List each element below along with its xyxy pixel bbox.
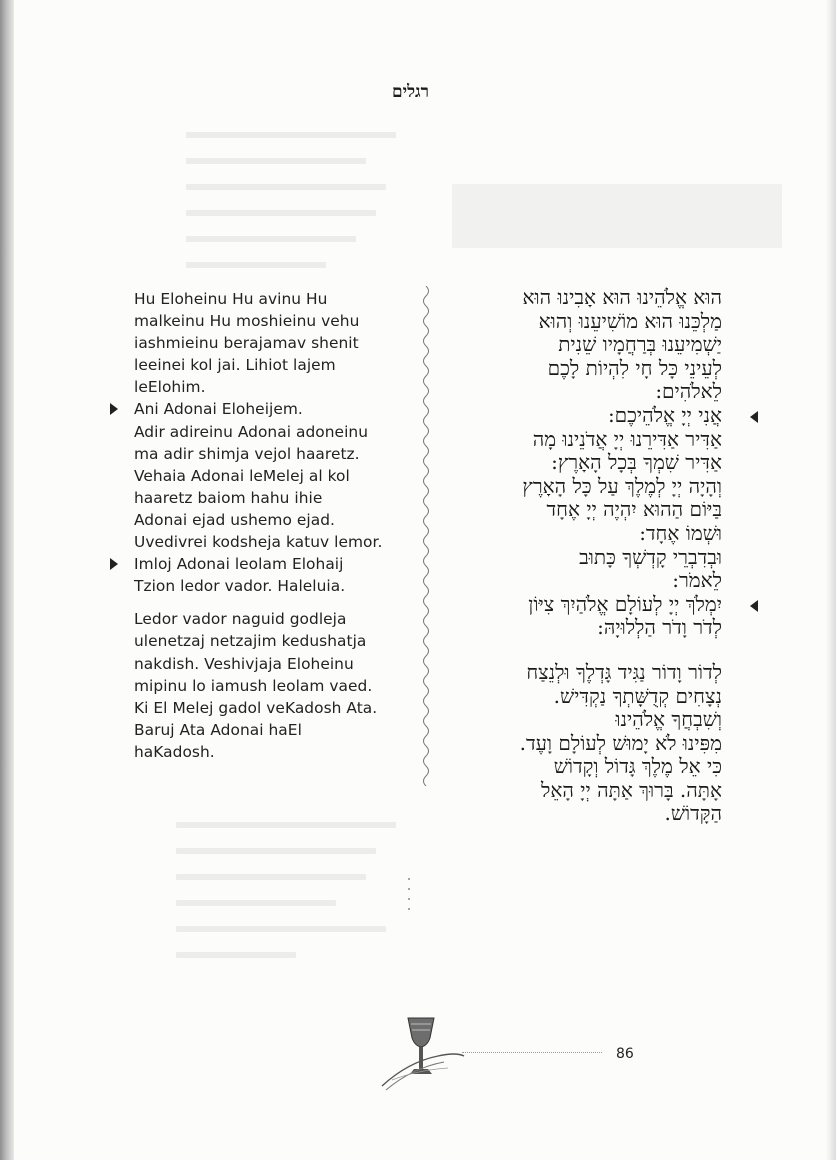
- transliteration-paragraph: [134, 288, 396, 597]
- page-number: 86: [616, 1046, 634, 1062]
- transliteration-line: ulenetzaj netzajim kedushatja: [134, 632, 367, 651]
- transliteration-line: Imloj Adonai leolam Elohaij: [134, 553, 396, 575]
- transliteration-line: Baruj Ata Adonai haEl: [134, 720, 302, 739]
- transliteration-line: Ki El Melej gadol veKadosh Ata.: [134, 698, 378, 717]
- transliteration-line: Hu Eloheinu Hu avinu Hu: [134, 290, 328, 308]
- transliteration-line: Uvedivrei kodsheja katuv lemor.: [134, 533, 383, 552]
- hebrew-line: לְדֹר וָדֹר הַלְלוּיָהּ:: [597, 615, 722, 640]
- transliteration-line: Adonai ejad ushemo ejad.: [134, 510, 335, 529]
- hebrew-paragraph: [450, 661, 722, 826]
- hebrew-line: הַקָּדוֹשׁ.: [664, 801, 722, 826]
- hebrew-line: הוּא אֱלֹהֵינוּ הוּא אָבִינוּ הוּא: [522, 285, 722, 309]
- transliteration-line: leeinei kol jai. Lihiot lajem: [134, 356, 336, 375]
- hebrew-line: לְדוֹר וָדוֹר נַגִּיד גָּדְלֶךָ וּלְנֵצַח: [526, 659, 722, 684]
- scan-right-edge: [826, 0, 836, 1160]
- transliteration-column: [134, 288, 396, 763]
- hebrew-line: מַלְכֵּנוּ הוּא מוֹשִׁיעֵנוּ וְהוּא: [538, 308, 722, 333]
- hebrew-line: וּבְדִבְרֵי קָדְשְׁךָ כָּתוּב: [579, 544, 722, 569]
- transliteration-line: haKadosh.: [134, 742, 215, 761]
- hebrew-paragraph: [450, 286, 722, 640]
- hebrew-column: [450, 286, 722, 826]
- transliteration-line: nakdish. Veshivjaja Eloheinu: [134, 654, 354, 673]
- scan-binding-edge: [0, 0, 14, 1160]
- congregation-marker-icon: [110, 403, 118, 415]
- hebrew-line: וְשִׁבְחֲךָ אֱלֹהֵינוּ: [615, 707, 722, 732]
- hebrew-line: כִּי אֵל מֶלֶךְ גָּדוֹל וְקָדוֹשׁ: [553, 754, 722, 779]
- transliteration-line: Adir adireinu Adonai adoneinu: [134, 422, 369, 441]
- hebrew-line: יִמְלֹךְ יְיָ לְעוֹלָם אֱלֹהַיִךְ צִיּוֹן: [450, 593, 722, 617]
- hebrew-line: אַדִּיר שִׁמְךָ בְּכָל הָאָרֶץ:: [551, 450, 722, 475]
- congregation-marker-icon: [750, 600, 758, 612]
- hebrew-line: מִפִּינוּ לֹא יָמוּשׁ לְעוֹלָם וָעֶד.: [519, 730, 722, 755]
- hebrew-line: אַדִּיר אַדִּירֵנוּ יְיָ אֲדֹנֵינוּ מָה: [532, 426, 722, 451]
- hebrew-line: יַשְׁמִיעֵנוּ בְּרַחֲמָיו שֵׁנִית: [558, 332, 722, 357]
- hebrew-line: וְהָיָה יְיָ לְמֶלֶךְ עַל כָּל הָאָרֶץ: [522, 473, 722, 498]
- hebrew-line: לֵאמֹר:: [672, 568, 722, 593]
- transliteration-line: Tzion ledor vador. Haleluia.: [134, 577, 346, 596]
- transliteration-line: mipinu lo iamush leolam vaed.: [134, 676, 373, 695]
- kiddush-cup-icon: [378, 1012, 468, 1092]
- hebrew-line: בַּיּוֹם הַהוּא יִהְיֶה יְיָ אֶחָד: [546, 497, 722, 522]
- running-head: רגלים: [392, 82, 429, 102]
- transliteration-line: ma adir shimja vejol haaretz.: [134, 444, 360, 463]
- wavy-divider: [418, 286, 434, 786]
- congregation-marker-icon: [750, 411, 758, 423]
- transliteration-line: Vehaia Adonai leMelej al kol: [134, 466, 350, 485]
- footer-rule: [462, 1052, 602, 1053]
- divider-dots: [405, 875, 413, 915]
- transliteration-line: Ledor vador naguid godleja: [134, 610, 347, 629]
- hebrew-line: לְעֵינֵי כָּל חָי לִהְיוֹת לָכֶם: [547, 355, 722, 380]
- congregation-marker-icon: [110, 558, 118, 570]
- transliteration-line: malkeinu Hu moshieinu vehu: [134, 312, 360, 331]
- transliteration-line: haaretz baiom hahu ihie: [134, 488, 323, 507]
- transliteration-line: leElohim.: [134, 378, 206, 397]
- hebrew-line: אָתָּה. בָּרוּךְ אַתָּה יְיָ הָאֵל: [541, 777, 722, 802]
- transliteration-line: Ani Adonai Eloheijem.: [134, 398, 396, 420]
- transliteration-paragraph: [134, 608, 396, 763]
- hebrew-line: לֵאלֹהִים:: [655, 379, 722, 404]
- transliteration-line: iashmieinu berajamav shenit: [134, 334, 359, 353]
- hebrew-line: נְצָחִים קְדֻשָּׁתְךָ נַקְדִּישׁ.: [553, 683, 722, 708]
- hebrew-line: וּשְׁמוֹ אֶחָד:: [639, 520, 722, 545]
- hebrew-line: אֲנִי יְיָ אֱלֹהֵיכֶם:: [450, 404, 722, 428]
